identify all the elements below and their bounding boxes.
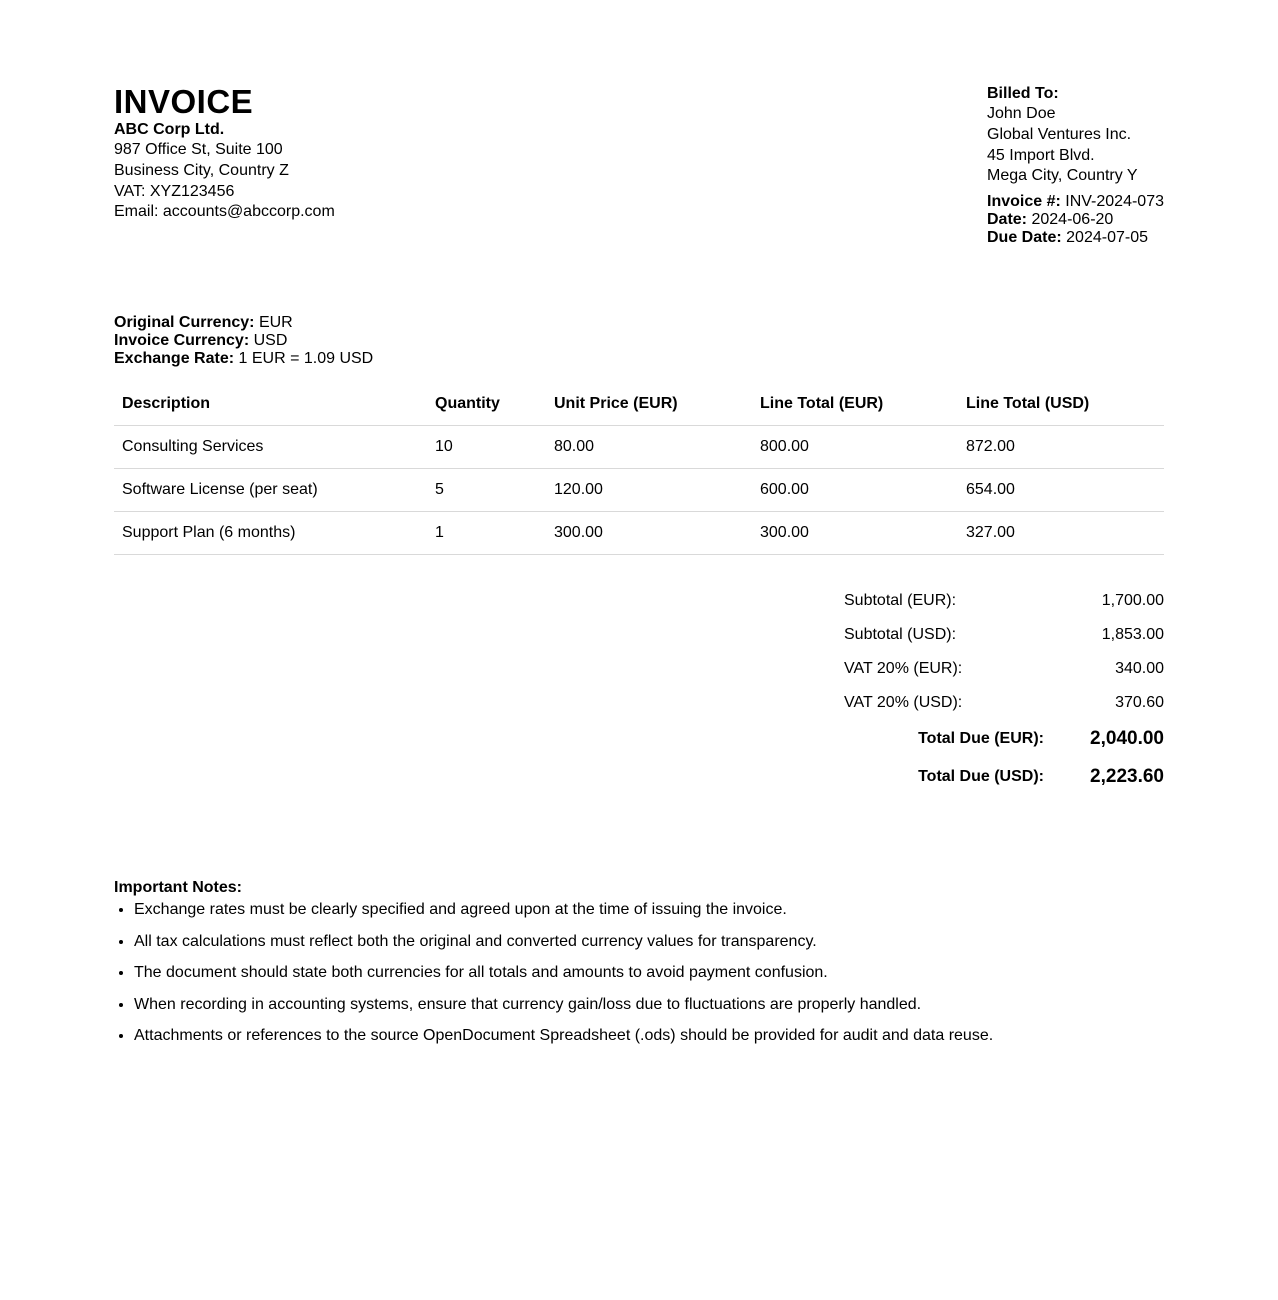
column-header-quantity: Quantity: [427, 383, 546, 426]
column-header-line-total-usd: Line Total (USD): [958, 383, 1164, 426]
column-header-unit-price: Unit Price (EUR): [546, 383, 752, 426]
exchange-rate-row: [114, 350, 373, 368]
total-due-usd-row: [844, 758, 1164, 796]
cell-quantity: 5: [427, 469, 546, 512]
invoice-currency-label: Invoice Currency:: [114, 332, 250, 349]
cell-quantity: 10: [427, 426, 546, 469]
client-company: Global Ventures Inc.: [987, 125, 1132, 143]
client-name: John Doe: [987, 105, 1056, 122]
vat-eur-row: [844, 652, 1164, 686]
vat-usd-value: 370.60: [1115, 694, 1164, 711]
billed-to-block: [987, 84, 1187, 247]
seller-address-line1: 987 Office St, Suite 100: [114, 141, 283, 158]
vat-eur-label: VAT 20% (EUR):: [844, 660, 963, 677]
exchange-rate-label: Exchange Rate:: [114, 350, 235, 367]
invoice-date-label: Date:: [987, 211, 1028, 229]
total-due-eur-label: Total Due (EUR):: [918, 730, 1044, 747]
invoice-date-row: [987, 211, 1187, 229]
cell-line-total-usd: 872.00: [958, 426, 1164, 469]
invoice-title: INVOICE: [114, 83, 254, 120]
notes-title: Important Notes:: [114, 879, 242, 896]
total-due-usd-value: 2,223.60: [1090, 766, 1164, 787]
original-currency-label: Original Currency:: [114, 314, 255, 331]
subtotal-usd-value: 1,853.00: [1101, 626, 1164, 643]
original-currency: EUR: [258, 314, 293, 331]
exchange-rate: 1 EUR = 1.09 USD: [238, 350, 374, 367]
vat-eur-value: 340.00: [1115, 660, 1164, 677]
invoice-number: INV-2024-073: [1065, 193, 1164, 211]
table-header-row: [114, 383, 1164, 426]
seller-name: ABC Corp Ltd.: [114, 121, 225, 138]
invoice-header: [114, 84, 1164, 284]
total-due-eur-value: 2,040.00: [1090, 728, 1164, 749]
vat-usd-row: [844, 686, 1164, 720]
column-header-description: Description: [114, 383, 427, 426]
column-header-line-total-eur: Line Total (EUR): [752, 383, 958, 426]
total-due-eur-row: [844, 720, 1164, 758]
seller-block: [114, 84, 335, 223]
list-item: • The document should state both currencies for all totals and amounts to avoid payment confusion.: [134, 963, 1164, 983]
seller-email: Email: accounts@abccorp.com: [114, 203, 335, 221]
cell-line-total-usd: 654.00: [958, 469, 1164, 512]
cell-line-total-usd: 327.00: [958, 512, 1164, 555]
cell-unit-price: 80.00: [546, 426, 752, 469]
original-currency-row: [114, 314, 373, 332]
invoice-number-row: [987, 193, 1187, 211]
subtotal-eur-value: 1,700.00: [1101, 592, 1164, 609]
due-date-row: [987, 229, 1187, 247]
list-item: • Exchange rates must be clearly specified and agreed upon at the time of issuing the invoice.: [134, 900, 1164, 920]
client-address-line2: Mega City, Country Y: [987, 167, 1138, 185]
cell-line-total-eur: 800.00: [752, 426, 958, 469]
line-items-table: [114, 383, 1164, 555]
billed-to-label: Billed To:: [987, 85, 1059, 102]
cell-description: Consulting Services: [114, 426, 427, 469]
due-date: 2024-07-05: [1066, 229, 1148, 247]
cell-unit-price: 120.00: [546, 469, 752, 512]
table-row: [114, 469, 1164, 512]
cell-description: Support Plan (6 months): [114, 512, 427, 555]
invoice-page: [114, 83, 1164, 1044]
invoice-date: 2024-06-20: [1031, 211, 1114, 229]
total-due-usd-label: Total Due (USD):: [918, 768, 1044, 785]
invoice-meta: [987, 193, 1187, 247]
table-row: [114, 512, 1164, 555]
list-item: • When recording in accounting systems, ensure that currency gain/loss due to fluctuations are properly handled.: [134, 995, 1164, 1015]
table-row: [114, 426, 1164, 469]
due-date-label: Due Date:: [987, 229, 1062, 247]
invoice-currency-row: [114, 332, 373, 350]
cell-unit-price: 300.00: [546, 512, 752, 555]
subtotal-eur-label: Subtotal (EUR):: [844, 592, 957, 609]
currency-info: [114, 314, 373, 368]
list-item: • Attachments or references to the source OpenDocument Spreadsheet (.ods) should be provided for audit and data reuse.: [134, 1026, 1164, 1046]
subtotal-usd-label: Subtotal (USD):: [844, 626, 957, 643]
notes-list: [114, 900, 1164, 1046]
totals-block: [844, 584, 1164, 796]
cell-line-total-eur: 600.00: [752, 469, 958, 512]
cell-line-total-eur: 300.00: [752, 512, 958, 555]
cell-description: Software License (per seat): [114, 469, 427, 512]
subtotal-eur-row: [844, 584, 1164, 618]
vat-usd-label: VAT 20% (USD):: [844, 694, 963, 711]
subtotal-usd-row: [844, 618, 1164, 652]
client-address-line1: 45 Import Blvd.: [987, 146, 1095, 164]
seller-vat: VAT: XYZ123456: [114, 182, 235, 200]
seller-address-line2: Business City, Country Z: [114, 161, 289, 179]
list-item: • All tax calculations must reflect both the original and converted currency values for transparency.: [134, 932, 1164, 952]
important-notes: [114, 878, 1164, 1058]
invoice-number-label: Invoice #:: [987, 193, 1061, 211]
invoice-currency: USD: [253, 332, 288, 349]
cell-quantity: 1: [427, 512, 546, 555]
